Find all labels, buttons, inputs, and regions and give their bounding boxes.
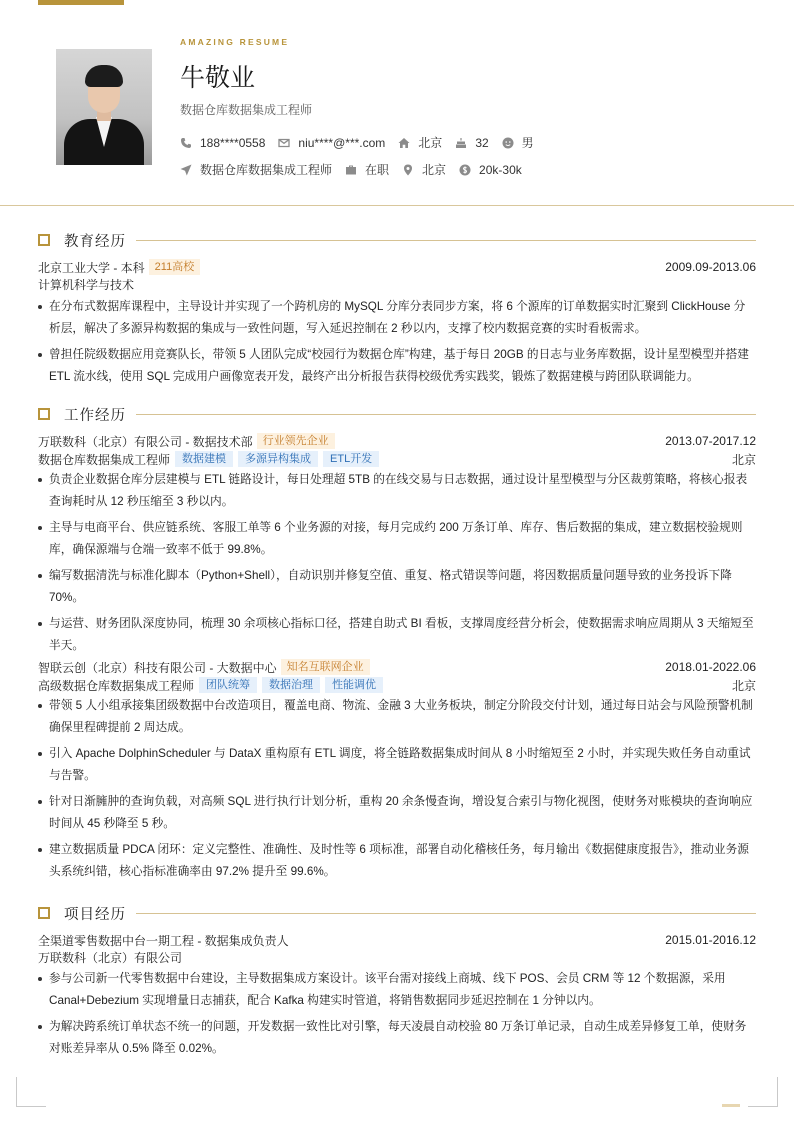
intent-city-info bbox=[402, 161, 446, 178]
work-entry-head bbox=[38, 432, 756, 450]
phone-icon bbox=[180, 137, 192, 149]
work-entry bbox=[38, 658, 756, 883]
education-heading bbox=[38, 231, 756, 249]
email-info bbox=[278, 136, 385, 150]
role-name: 高级数据仓库数据集成工程师 bbox=[38, 678, 195, 693]
project-entry bbox=[38, 931, 756, 1060]
section-marker-icon bbox=[38, 234, 50, 246]
section-divider bbox=[136, 414, 756, 415]
company-name: 万联数科（北京）有限公司 - 数据技术部 bbox=[38, 434, 253, 449]
work-heading-text: 工作经历 bbox=[64, 407, 126, 424]
phone-text: 188****0558 bbox=[200, 135, 266, 150]
work-entry-head bbox=[38, 658, 756, 676]
skill-tag: 性能调优 bbox=[325, 677, 383, 693]
phone-info bbox=[180, 136, 265, 150]
work-entry bbox=[38, 432, 756, 657]
cake-icon bbox=[455, 137, 467, 149]
corner-decoration bbox=[16, 1077, 46, 1107]
education-heading-text: 教育经历 bbox=[64, 233, 126, 250]
bottom-accent-mark bbox=[722, 1104, 740, 1107]
work-location: 北京 bbox=[731, 452, 756, 467]
money-icon bbox=[459, 164, 471, 176]
list-item: 参与公司新一代零售数据中台建设，主导数据集成方案设计。该平台需对接线上商城、线下 POS、会员 CRM 等 12 个数据源，采用 Canal+Debezium 实现增量日志捕获，配合 Kafka 构建实时管道，将销售数据同步延迟控制在 1 分钟以内。 bbox=[38, 968, 756, 1012]
skill-tag: 数据建模 bbox=[175, 451, 233, 467]
school-name: 北京工业大学 - 本科 bbox=[38, 260, 145, 275]
project-heading-text: 项目经历 bbox=[64, 906, 126, 923]
work-section bbox=[38, 405, 756, 887]
list-item: 引入 Apache DolphinScheduler 与 DataX 重构原有 ETL 调度，将全链路数据集成时间从 8 小时缩短至 2 小时，并实现失败任务自动重试与告警。 bbox=[38, 743, 756, 787]
work-bullets bbox=[38, 695, 756, 883]
section-marker-icon bbox=[38, 408, 50, 420]
location-pin-icon bbox=[402, 164, 414, 176]
skill-tag: ETL开发 bbox=[323, 451, 379, 467]
education-entry-head bbox=[38, 258, 756, 276]
education-bullets bbox=[38, 296, 756, 388]
list-item: 带领 5 人小组承接集团级数据中台改造项目，覆盖电商、物流、金融 3 大业务板块，制定分阶段交付计划，通过每日站会与风险预警机制确保里程碑提前 2 周达成。 bbox=[38, 695, 756, 739]
home-icon bbox=[398, 137, 410, 149]
list-item: 建立数据质量 PDCA 闭环：定义完整性、准确性、及时性等 6 项标准，部署自动化稽核任务，每月输出《数据健康度报告》，推动业务源头系统纠错，核心指标准确率由 97.2% 提升至 99.6%。 bbox=[38, 839, 756, 883]
candidate-title: 数据仓库数据集成工程师 bbox=[180, 103, 313, 117]
brand-label: AMAZING RESUME bbox=[180, 37, 290, 47]
project-section bbox=[38, 904, 756, 1064]
briefcase-icon bbox=[345, 164, 357, 176]
contact-row bbox=[180, 134, 547, 151]
work-role-row bbox=[38, 676, 756, 694]
list-item: 与运营、财务团队深度协同，梳理 30 余项核心指标口径，搭建自助式 BI 看板，支撑周度经营分析会，使数据需求响应周期从 3 天缩短至半天。 bbox=[38, 613, 756, 657]
city-text: 北京 bbox=[418, 136, 443, 150]
project-bullets bbox=[38, 968, 756, 1060]
education-section bbox=[38, 231, 756, 392]
city-info bbox=[398, 134, 442, 151]
gender-text: 男 bbox=[521, 136, 534, 150]
work-period: 2013.07-2017.12 bbox=[665, 434, 756, 448]
intent-row bbox=[180, 161, 535, 178]
list-item: 负责企业数据仓库分层建模与 ETL 链路设计，每日处理超 5TB 的在线交易与日志数据，通过设计星型模型与分区裁剪策略，将核心报表查询耗时从 12 秒压缩至 3 秒以内。 bbox=[38, 469, 756, 513]
project-entry-head bbox=[38, 931, 756, 949]
section-divider bbox=[136, 240, 756, 241]
list-item: 曾担任院级数据应用竞赛队长，带领 5 人团队完成“校园行为数据仓库”构建，基于每日 20GB 的日志与业务库数据，设计星型模型并搭建 ETL 流水线，使用 SQL 完成用户画像宽表开发，最终产出分析报告获得校级优秀实践奖，锻炼了数据建模与跨团队联调能力。 bbox=[38, 344, 756, 388]
list-item: 编写数据清洗与标准化脚本（Python+Shell），自动识别并修复空值、重复、格式错误等问题，将因数据质量问题导致的业务投诉下降 70%。 bbox=[38, 565, 756, 609]
section-divider bbox=[136, 913, 756, 914]
project-name: 全渠道零售数据中台一期工程 - 数据集成负责人 bbox=[38, 933, 289, 948]
status-info bbox=[345, 161, 389, 178]
company-tag: 行业领先企业 bbox=[257, 433, 335, 449]
resume-header bbox=[0, 0, 794, 206]
mail-icon bbox=[278, 137, 290, 149]
list-item: 主导与电商平台、供应链系统、客服工单等 6 个业务源的对接，每月完成约 200 万条订单、库存、售后数据的集成，建立数据校验规则库，确保源端与仓端一致率不低于 99.8%。 bbox=[38, 517, 756, 561]
candidate-name: 牛敬业 bbox=[180, 63, 256, 92]
intent-city-text: 北京 bbox=[422, 163, 447, 177]
company-name: 智联云创（北京）科技有限公司 - 大数据中心 bbox=[38, 660, 277, 675]
major-name: 计算机科学与技术 bbox=[38, 278, 135, 292]
corner-decoration bbox=[748, 1077, 778, 1107]
role-name: 数据仓库数据集成工程师 bbox=[38, 452, 171, 467]
work-period: 2018.01-2022.06 bbox=[665, 660, 756, 674]
school-tag: 211高校 bbox=[149, 259, 201, 275]
project-period: 2015.01-2016.12 bbox=[665, 933, 756, 947]
project-heading bbox=[38, 904, 756, 922]
age-info bbox=[455, 136, 488, 150]
list-item: 针对日渐臃肿的查询负载，对高频 SQL 进行执行计划分析，重构 20 余条慢查询，增设复合索引与物化视图，使财务对账模块的查询响应时间从 45 秒降至 5 秒。 bbox=[38, 791, 756, 835]
intent-position-info bbox=[180, 161, 332, 178]
skill-tag: 数据治理 bbox=[262, 677, 320, 693]
gender-info bbox=[502, 134, 534, 151]
salary-info bbox=[459, 163, 522, 177]
education-period: 2009.09-2013.06 bbox=[665, 260, 756, 274]
project-company: 万联数科（北京）有限公司 bbox=[38, 951, 183, 965]
avatar-photo bbox=[56, 49, 152, 165]
section-marker-icon bbox=[38, 907, 50, 919]
skill-tag: 团队统筹 bbox=[199, 677, 257, 693]
list-item: 为解决跨系统订单状态不统一的问题，开发数据一致性比对引擎，每天凌晨自动校验 80 万条订单记录，自动生成差异修复工单，使财务对账差异率从 0.5% 降至 0.02%。 bbox=[38, 1016, 756, 1060]
age-text: 32 bbox=[475, 135, 489, 150]
email-text: niu****@***.com bbox=[298, 135, 386, 150]
work-location: 北京 bbox=[731, 678, 756, 693]
status-text: 在职 bbox=[365, 163, 390, 177]
user-icon bbox=[502, 137, 514, 149]
company-tag: 知名互联网企业 bbox=[281, 659, 370, 675]
work-heading bbox=[38, 405, 756, 423]
salary-text: 20k-30k bbox=[479, 162, 522, 177]
list-item: 在分布式数据库课程中，主导设计并实现了一个跨机房的 MySQL 分库分表同步方案，将 6 个源库的订单数据实时汇聚到 ClickHouse 分析层，解决了多源异构数据的集成与一致性问题，写入延迟控制在 2 秒以内，支撑了校内数据竞赛的实时看板需求。 bbox=[38, 296, 756, 340]
send-icon bbox=[180, 164, 192, 176]
intent-position-text: 数据仓库数据集成工程师 bbox=[200, 163, 333, 177]
skill-tag: 多源异构集成 bbox=[238, 451, 318, 467]
work-bullets bbox=[38, 469, 756, 657]
education-entry bbox=[38, 258, 756, 388]
work-role-row bbox=[38, 450, 756, 468]
